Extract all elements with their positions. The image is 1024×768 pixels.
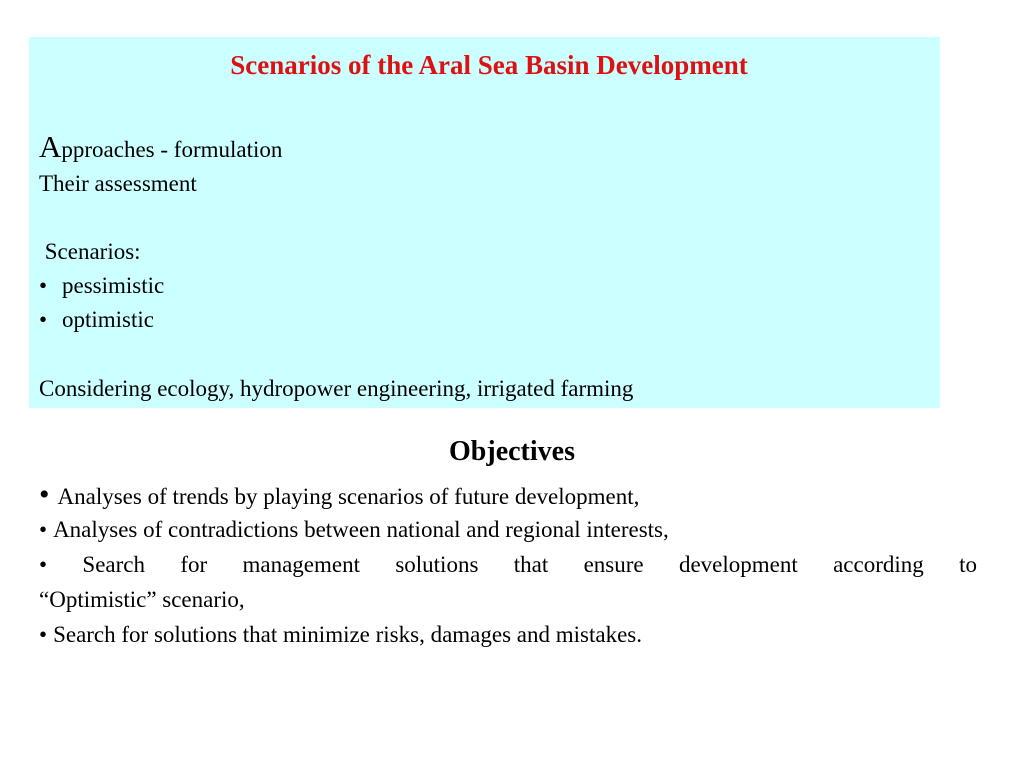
objectives-heading: Objectives xyxy=(449,436,575,467)
assessment-line: Their assessment xyxy=(39,171,197,196)
scenario-item-pessimistic xyxy=(39,272,164,300)
bullet-icon: • xyxy=(39,552,48,577)
objective-item-label: Analyses of trends by playing scenarios of future development, xyxy=(57,484,640,509)
scenario-item-optimistic xyxy=(39,306,154,334)
objective-item-line-2: “Optimistic” scenario, xyxy=(39,587,245,612)
bullet-icon: • xyxy=(39,622,48,647)
scenario-item-label: optimistic xyxy=(62,307,154,332)
objective-item-2 xyxy=(39,512,977,547)
bullet-icon: • xyxy=(39,478,50,511)
bullet-icon: • xyxy=(39,307,48,332)
approaches-line xyxy=(39,129,283,164)
approaches-text: pproaches - formulation xyxy=(61,137,283,162)
bullet-icon: • xyxy=(39,517,48,542)
objective-item-line-1 xyxy=(39,547,977,582)
objective-item-1 xyxy=(39,477,977,514)
scenarios-label: Scenarios: xyxy=(39,239,141,264)
considering-line: Considering ecology, hydropower engineering, irrigated farming xyxy=(39,376,634,401)
slide-title: Scenarios of the Aral Sea Basin Development xyxy=(230,50,748,80)
objective-item-3 xyxy=(39,547,977,617)
objective-item-label: Analyses of contradictions between national and regional interests, xyxy=(53,517,669,542)
objective-item-4 xyxy=(39,617,977,652)
approaches-initial: A xyxy=(39,129,62,164)
scenarios-box xyxy=(29,37,940,408)
bullet-icon: • xyxy=(39,273,48,298)
objective-item-label: Search for solutions that minimize risks, damages and mistakes. xyxy=(53,622,642,647)
scenario-item-label: pessimistic xyxy=(62,273,165,298)
objective-item-label: Search for management solutions that ensure development according to xyxy=(82,552,977,577)
